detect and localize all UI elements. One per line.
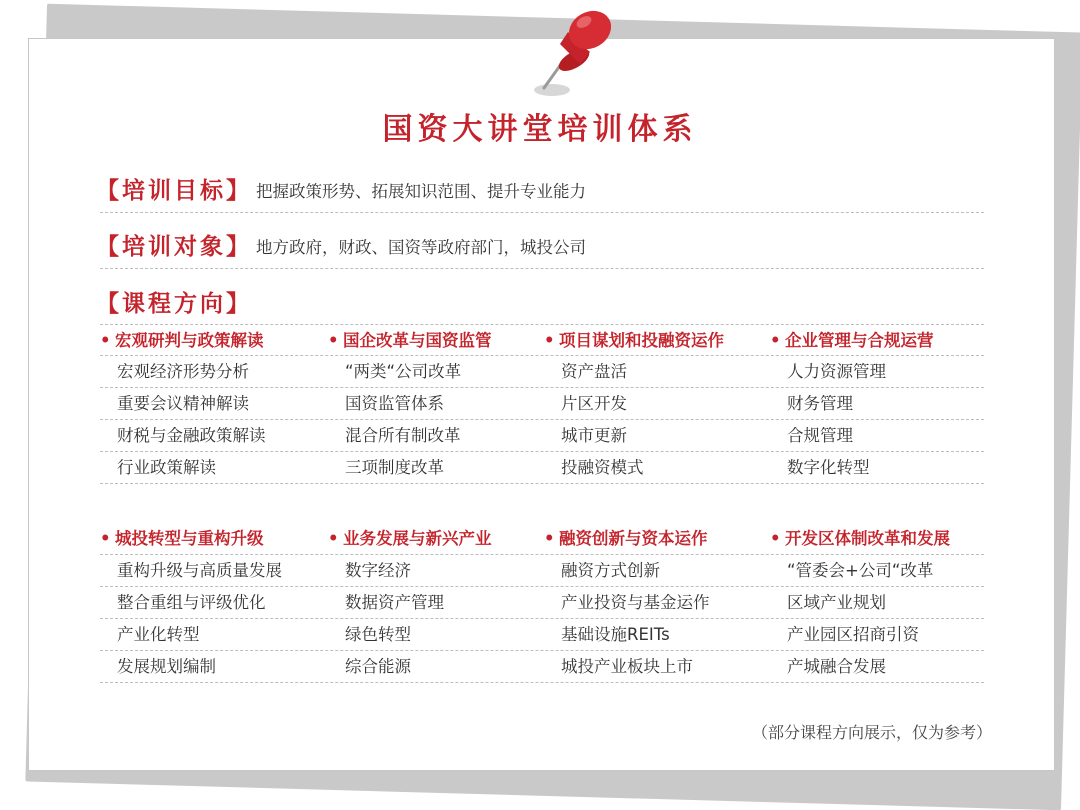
bullet-icon: • (544, 529, 555, 548)
course-item: “两类“公司改革 (345, 362, 462, 381)
course-item: 重要会议精神解读 (117, 394, 249, 413)
bullet-icon: • (328, 529, 339, 548)
course-item-row (100, 619, 984, 651)
course-heading-row (100, 324, 984, 356)
course-item: 国资监管体系 (345, 394, 444, 413)
course-heading: • 城投转型与重构升级 (100, 523, 264, 554)
course-item: 合规管理 (787, 426, 853, 445)
course-heading: • 国企改革与国资监管 (328, 325, 492, 356)
course-heading: • 开发区体制改革和发展 (770, 523, 950, 554)
course-item: 整合重组与评级优化 (117, 593, 266, 612)
course-item: 三项制度改革 (345, 458, 444, 477)
course-item: 财务管理 (787, 394, 853, 413)
course-heading: • 融资创新与资本运作 (544, 523, 708, 554)
course-item: 产城融合发展 (787, 657, 886, 676)
course-item: 区域产业规划 (787, 593, 886, 612)
bullet-icon: • (770, 331, 781, 350)
course-item: 绿色转型 (345, 625, 411, 644)
bullet-icon: • (100, 529, 111, 548)
course-item: 综合能源 (345, 657, 411, 676)
course-item: 片区开发 (561, 394, 627, 413)
page-title: 国资大讲堂培训体系 (382, 112, 698, 147)
course-item-row (100, 388, 984, 420)
course-group-1 (100, 324, 984, 484)
course-item: 融资方式创新 (561, 561, 660, 580)
course-heading: • 宏观研判与政策解读 (100, 325, 264, 356)
course-item: 投融资模式 (561, 458, 644, 477)
course-item: 数字化转型 (787, 458, 870, 477)
divider (100, 212, 984, 213)
course-item: 产业园区招商引资 (787, 625, 919, 644)
course-item: 产业化转型 (117, 625, 200, 644)
courses-label: 【课程方向】 (96, 291, 252, 317)
course-heading: • 项目谋划和投融资运作 (544, 325, 724, 356)
course-heading-row (100, 523, 984, 555)
course-item-row (100, 555, 984, 587)
course-item: 宏观经济形势分析 (117, 362, 249, 381)
course-heading: • 企业管理与合规运营 (770, 325, 934, 356)
audience-value: 地方政府，财政、国资等政府部门，城投公司 (256, 238, 586, 257)
course-item: 混合所有制改革 (345, 426, 461, 445)
course-item: 重构升级与高质量发展 (117, 561, 282, 580)
goal-label: 【培训目标】 (96, 178, 252, 204)
course-item: 行业政策解读 (117, 458, 216, 477)
course-group-2 (100, 523, 984, 683)
course-heading: • 业务发展与新兴产业 (328, 523, 492, 554)
course-item-row (100, 651, 984, 683)
course-item: 基础设施REITs (561, 625, 670, 644)
divider (100, 268, 984, 269)
course-item: 发展规划编制 (117, 657, 216, 676)
course-item: “管委会+公司“改革 (787, 561, 934, 580)
footnote: （部分课程方向展示，仅为参考） (751, 723, 992, 742)
audience-label: 【培训对象】 (96, 234, 252, 260)
goal-value: 把握政策形势、拓展知识范围、提升专业能力 (256, 182, 586, 201)
course-item: 数字经济 (345, 561, 411, 580)
bullet-icon: • (328, 331, 339, 350)
push-pin-icon (522, 2, 632, 102)
course-item: 产业投资与基金运作 (561, 593, 710, 612)
course-item-row (100, 452, 984, 484)
course-item: 数据资产管理 (345, 593, 444, 612)
bullet-icon: • (544, 331, 555, 350)
course-item: 资产盘活 (561, 362, 627, 381)
bullet-icon: • (770, 529, 781, 548)
course-item-row (100, 587, 984, 619)
course-item: 财税与金融政策解读 (117, 426, 266, 445)
course-item: 城投产业板块上市 (561, 657, 693, 676)
course-item-row (100, 356, 984, 388)
course-item: 人力资源管理 (787, 362, 886, 381)
bullet-icon: • (100, 331, 111, 350)
course-item: 城市更新 (561, 426, 627, 445)
course-item-row (100, 420, 984, 452)
